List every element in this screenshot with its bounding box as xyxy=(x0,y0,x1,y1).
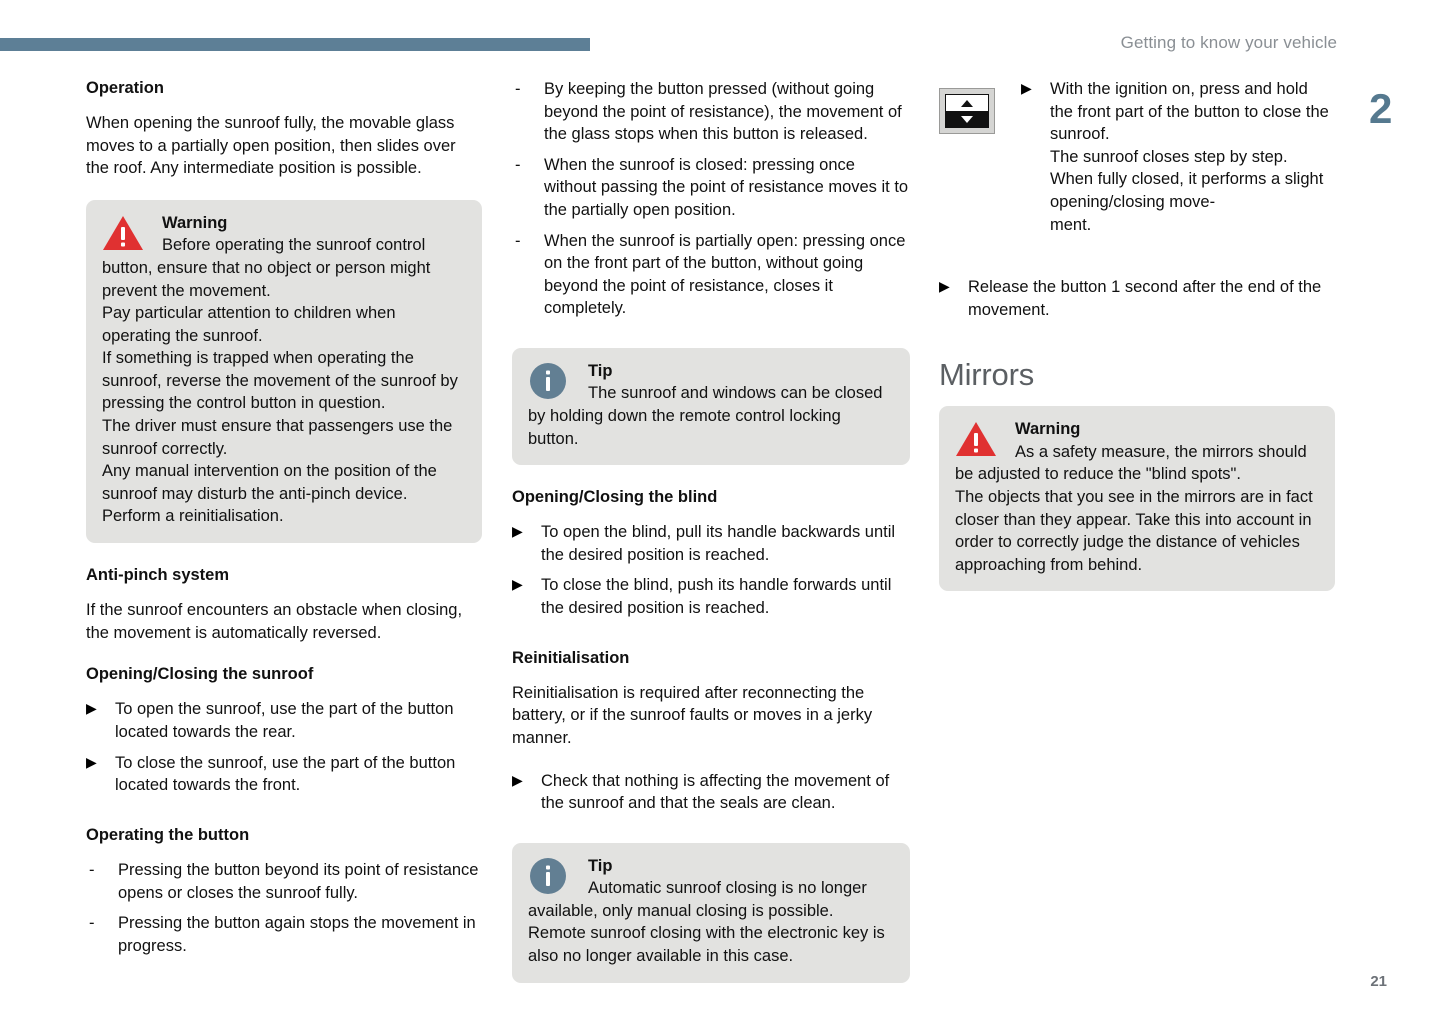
list-item-text: To close the sunroof, use the part of the button located towards the front. xyxy=(115,753,456,795)
warning-text xyxy=(955,441,1319,577)
list-item-text: Pressing the button beyond its point of resistance opens or closes the sunroof fully. xyxy=(118,860,479,902)
warning-triangle-icon xyxy=(101,214,145,252)
list-item-text: When the sunroof is partially open: pressing once on the front part of the button, without going beyond the point of resistance, closes it completely. xyxy=(544,231,906,318)
list-item-text: Check that nothing is affecting the movement of the sunroof and that the seals are clean. xyxy=(541,771,890,813)
list-operating-the-button-continued xyxy=(512,78,910,320)
warning-callout-mirrors xyxy=(939,406,1335,591)
right-column xyxy=(939,78,1335,613)
list-opening-closing-blind xyxy=(512,521,910,619)
spacer xyxy=(86,813,482,825)
warning-triangle-icon xyxy=(954,420,998,458)
tip-label: Tip xyxy=(588,856,613,875)
triangle-bullet-icon: ▶ xyxy=(512,523,523,540)
paragraph-operation: When opening the sunroof fully, the movable glass moves to a partially open position, then slides over the roof. Any intermediate position is possible. xyxy=(86,114,456,178)
warning-label: Warning xyxy=(1015,420,1081,439)
sunroof-control-button-icon xyxy=(939,88,995,134)
page-number: 21 xyxy=(1370,973,1387,990)
tip-text xyxy=(528,382,894,450)
list-item-text: With the ignition on, press and hold the front part of the button to close the sunroof. The sunroof closes step by step. When fully closed, it performs a slight opening/closing move- ment. xyxy=(1050,80,1329,234)
tip-rest: closed by holding down the remote control locking button. xyxy=(528,384,883,448)
dash-bullet-icon: - xyxy=(515,231,521,250)
dash-bullet-icon: - xyxy=(89,914,95,933)
tip-callout-automatic-closing xyxy=(512,843,910,983)
list-item xyxy=(512,574,910,619)
list-item xyxy=(512,521,910,566)
tip-first-line: Automatic sunroof closing is no longer xyxy=(588,879,867,898)
paragraph-reinitialisation: Reinitialisation is required after reconnecting the battery, or if the sunroof faults or moves in a jerky manner. xyxy=(512,683,873,747)
tip-callout-remote-closing xyxy=(512,348,910,465)
list-reinitialisation xyxy=(512,770,910,815)
paragraph-anti-pinch: If the sunroof encounters an obstacle when closing, the movement is automatically reversed. xyxy=(86,601,463,642)
list-operating-the-button xyxy=(86,859,482,957)
sunroof-button-instruction-text-wrap xyxy=(995,78,1335,252)
sunroof-button-upper-half xyxy=(945,94,989,111)
tip-rest: available, only manual closing is possible. Remote sunroof closing with the electronic key is also no longer available in this case. xyxy=(528,901,885,965)
list-item xyxy=(86,752,482,797)
up-triangle-icon xyxy=(961,100,973,107)
warning-rest: button, ensure that no object or person might prevent the movement. Pay particular attention to children when operating the sunroof. If something is trapped when operating the sunroof, reverse the movement of the sunroof by pressing the control button in question. The driver must ensure that passengers use the sunroof correctly. Any manual intervention on the position of the sunroof may disturb the anti-pinch device. Perform a reinitialisation. xyxy=(102,258,458,526)
heading-reinitialisation: Reinitialisation xyxy=(512,648,630,667)
list-sunroof-button-instruction xyxy=(1021,78,1335,236)
list-item xyxy=(86,859,482,904)
dash-bullet-icon: - xyxy=(515,155,521,174)
list-opening-closing-sunroof xyxy=(86,698,482,796)
list-item-text: Release the button 1 second after the end of the movement. xyxy=(968,278,1322,319)
heading-anti-pinch-system: Anti-pinch system xyxy=(86,566,230,585)
triangle-bullet-icon: ▶ xyxy=(512,771,523,788)
sunroof-button-instruction-row xyxy=(939,78,1335,252)
list-item xyxy=(939,276,1335,321)
list-item-text: To open the sunroof, use the part of the button located towards the rear. xyxy=(115,700,454,742)
spacer xyxy=(512,831,910,843)
list-item xyxy=(1021,78,1335,236)
list-release-button xyxy=(939,276,1335,321)
info-circle-icon xyxy=(527,362,571,400)
list-item xyxy=(512,78,910,146)
sunroof-button-graphic xyxy=(945,94,989,128)
dash-bullet-icon: - xyxy=(89,860,95,879)
list-item xyxy=(512,230,910,320)
list-item xyxy=(512,770,910,815)
chapter-number: 2 xyxy=(1369,85,1393,132)
list-item-text: To open the blind, pull its handle backwards until the desired position is reached. xyxy=(541,523,896,564)
warning-label: Warning xyxy=(162,213,228,232)
spacer xyxy=(512,336,910,348)
triangle-bullet-icon: ▶ xyxy=(86,700,97,717)
page-header-title: Getting to know your vehicle xyxy=(1120,33,1337,52)
down-triangle-icon xyxy=(961,116,973,123)
spacer xyxy=(939,337,1335,358)
list-item-text: By keeping the button pressed (without going beyond the point of resistance), the movement of the glass stops when this button is released. xyxy=(544,80,902,144)
dash-bullet-icon: - xyxy=(515,80,521,98)
list-item xyxy=(86,698,482,743)
heading-opening-closing-sunroof: Opening/Closing the sunroof xyxy=(86,665,314,684)
triangle-bullet-icon: ▶ xyxy=(512,576,523,593)
warning-text xyxy=(102,234,466,528)
tip-text xyxy=(528,877,894,967)
warning-callout-sunroof xyxy=(86,200,482,543)
header-accent-bar xyxy=(0,38,590,51)
list-item-text: To close the blind, push its handle forwards until the desired position is reached. xyxy=(541,576,892,618)
list-item-text: When the sunroof is closed: pressing once without passing the point of resistance moves it to the partially open position. xyxy=(544,155,909,219)
middle-column xyxy=(512,78,910,1005)
triangle-bullet-icon: ▶ xyxy=(1021,80,1032,96)
warning-rest: should be adjusted to reduce the "blind spots". The objects that you see in the mirrors are in fact closer than they appear. Take this into account in order to correctly judge the distance of vehicles approaching from behind. xyxy=(955,442,1313,574)
list-item-text: Pressing the button again stops the movement in progress. xyxy=(118,914,476,955)
heading-mirrors: Mirrors xyxy=(939,357,1035,393)
triangle-bullet-icon: ▶ xyxy=(939,278,950,295)
heading-operation: Operation xyxy=(86,79,164,97)
warning-first-line: As a safety measure, the mirrors xyxy=(1015,442,1254,461)
triangle-bullet-icon: ▶ xyxy=(86,753,97,770)
list-item xyxy=(512,154,910,222)
tip-first-line: The sunroof and windows can be xyxy=(588,384,831,403)
spacer xyxy=(512,636,910,648)
list-item xyxy=(86,912,482,957)
warning-first-line: Before operating the sunroof control xyxy=(162,236,426,255)
heading-operating-the-button: Operating the button xyxy=(86,825,250,844)
heading-opening-closing-blind: Opening/Closing the blind xyxy=(512,488,718,507)
sunroof-button-lower-half xyxy=(945,111,989,128)
info-circle-icon xyxy=(527,857,571,895)
left-column xyxy=(86,78,482,973)
tip-label: Tip xyxy=(588,361,613,380)
